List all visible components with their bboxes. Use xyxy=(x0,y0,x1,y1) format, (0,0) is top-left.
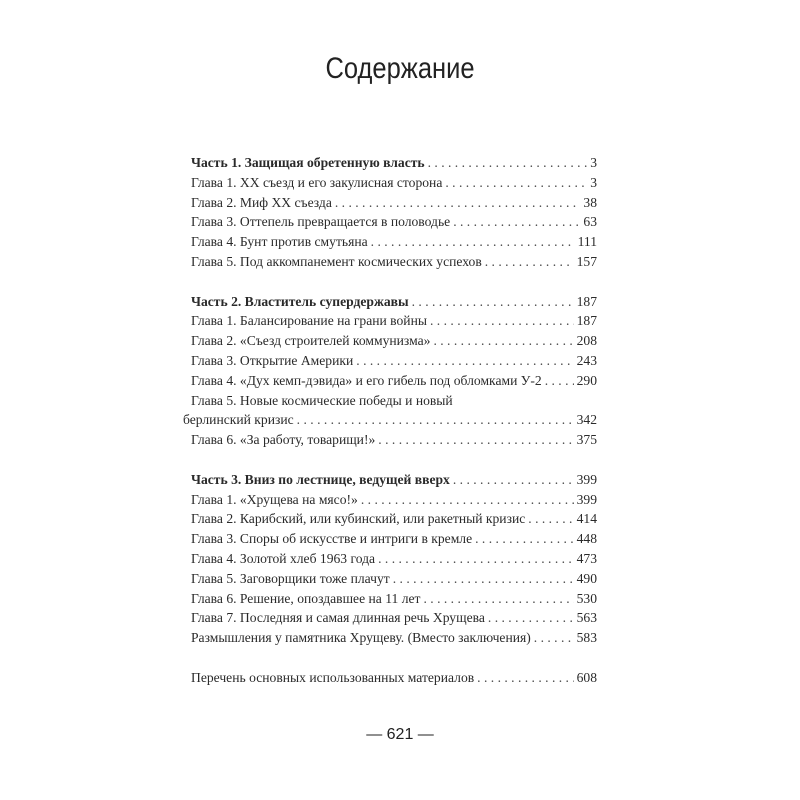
dot-leader xyxy=(297,410,574,430)
dot-leader xyxy=(433,331,573,351)
entry-page: 399 xyxy=(576,491,597,507)
entry-title: Глава 3. Открытие Америки xyxy=(191,352,354,368)
entry-page: 342 xyxy=(576,412,597,428)
entry-title: Глава 4. Золотой хлеб 1963 года xyxy=(191,550,376,566)
entry-title: Глава 5. Под аккомпанемент космических успехов xyxy=(191,253,482,269)
toc-chapter-entry[interactable] xyxy=(191,351,597,371)
dot-leader xyxy=(412,292,574,312)
toc-chapter-entry[interactable] xyxy=(191,509,597,529)
entry-title: Глава 2. Карибский, или кубинский, или ракетный кризис xyxy=(191,511,526,527)
table-of-contents xyxy=(183,153,597,688)
toc-chapter-entry[interactable] xyxy=(191,490,597,510)
entry-page: 290 xyxy=(576,372,597,388)
dot-leader xyxy=(475,529,573,549)
entry-title: Размышления у памятника Хрущеву. (Вместо заключения) xyxy=(191,630,531,646)
entry-title: Глава 6. «За работу, товарищи!» xyxy=(191,432,376,448)
entry-page: 63 xyxy=(583,214,597,230)
entry-title: Глава 1. «Хрущева на мясо!» xyxy=(191,491,358,507)
page-title: Содержание xyxy=(325,52,475,85)
toc-chapter-entry[interactable] xyxy=(191,173,597,193)
dot-leader xyxy=(445,173,587,193)
entry-page: 563 xyxy=(576,610,597,626)
toc-chapter-entry[interactable] xyxy=(191,311,597,331)
entry-page: 375 xyxy=(576,432,597,448)
entry-title: Глава 7. Последняя и самая длинная речь Хрущева xyxy=(191,610,485,626)
entry-title: Перечень основных использованных материалов xyxy=(191,669,475,685)
toc-chapter-entry[interactable] xyxy=(191,529,597,549)
dot-leader xyxy=(453,212,580,232)
entry-title: Глава 5. Заговорщики тоже плачут xyxy=(191,570,390,586)
toc-chapter-entry[interactable] xyxy=(191,371,597,391)
entry-page: 490 xyxy=(576,570,597,586)
entry-page: 157 xyxy=(576,253,597,269)
entry-page: 414 xyxy=(576,511,597,527)
toc-chapter-entry[interactable] xyxy=(191,569,597,589)
entry-page: 473 xyxy=(576,550,597,566)
toc-chapter-entry[interactable] xyxy=(191,391,597,411)
toc-chapter-entry[interactable] xyxy=(191,430,597,450)
dot-leader xyxy=(356,351,573,371)
spacer xyxy=(191,272,597,292)
entry-title: Глава 1. XX съезд и его закулисная сторона xyxy=(191,174,443,190)
entry-title: Глава 2. «Съезд строителей коммунизма» xyxy=(191,333,431,349)
entry-page: 208 xyxy=(576,333,597,349)
dot-leader xyxy=(335,193,581,213)
dot-leader xyxy=(423,589,573,609)
entry-title: Часть 3. Вниз по лестнице, ведущей вверх xyxy=(191,471,450,487)
page-number: — 621 — xyxy=(366,726,434,743)
entry-page: 3 xyxy=(590,174,597,190)
dot-leader xyxy=(378,549,574,569)
entry-title: Глава 3. Споры об искусстве и интриги в кремле xyxy=(191,531,473,547)
entry-title: Глава 6. Решение, опоздавшее на 11 лет xyxy=(191,590,421,606)
entry-title: Глава 3. Оттепель превращается в половодье xyxy=(191,214,451,230)
toc-chapter-entry-continuation[interactable] xyxy=(183,410,597,430)
toc-chapter-entry[interactable] xyxy=(191,193,597,213)
dot-leader xyxy=(393,569,574,589)
dot-leader xyxy=(371,232,575,252)
dot-leader xyxy=(528,509,573,529)
toc-part-heading[interactable] xyxy=(191,470,597,490)
entry-page: 399 xyxy=(576,471,597,487)
toc-chapter-entry[interactable] xyxy=(191,331,597,351)
entry-page: 111 xyxy=(577,234,597,250)
toc-chapter-entry[interactable] xyxy=(191,628,597,648)
entry-page: 530 xyxy=(576,590,597,606)
spacer xyxy=(191,450,597,470)
dot-leader xyxy=(453,470,574,490)
dot-leader xyxy=(488,608,574,628)
dot-leader xyxy=(361,490,574,510)
entry-title: Часть 2. Властитель супердержавы xyxy=(191,293,409,309)
entry-title: Глава 4. Бунт против смутьяна xyxy=(191,234,368,250)
entry-page: 608 xyxy=(576,669,597,685)
entry-title: Глава 1. Балансирование на грани войны xyxy=(191,313,427,329)
entry-page: 187 xyxy=(576,313,597,329)
dot-leader xyxy=(378,430,573,450)
dot-leader xyxy=(485,252,574,272)
entry-page: 583 xyxy=(576,630,597,646)
entry-page: 448 xyxy=(576,531,597,547)
entry-title: Часть 1. Защищая обретенную власть xyxy=(191,155,425,170)
toc-chapter-entry[interactable] xyxy=(191,212,597,232)
dot-leader xyxy=(430,311,574,331)
toc-chapter-entry[interactable] xyxy=(191,252,597,272)
toc-chapter-entry[interactable] xyxy=(191,608,597,628)
toc-chapter-entry[interactable] xyxy=(191,232,597,252)
toc-part-heading[interactable] xyxy=(191,153,597,173)
entry-page: 3 xyxy=(590,155,597,170)
entry-page: 187 xyxy=(576,293,597,309)
entry-title: Глава 5. Новые космические победы и новый xyxy=(191,392,453,408)
dot-leader xyxy=(545,371,574,391)
entry-title: Глава 2. Миф XX съезда xyxy=(191,194,332,210)
toc-chapter-entry[interactable] xyxy=(191,589,597,609)
entry-page: 38 xyxy=(583,194,597,210)
toc-appendix-entry[interactable] xyxy=(191,668,597,688)
entry-title: берлинский кризис xyxy=(183,412,294,428)
dot-leader xyxy=(477,668,573,688)
dot-leader xyxy=(428,153,588,173)
entry-title: Глава 4. «Дух кемп-дэвида» и его гибель под обломками У-2 xyxy=(191,372,542,388)
entry-page: 243 xyxy=(576,352,597,368)
toc-part-heading[interactable] xyxy=(191,292,597,312)
spacer xyxy=(191,648,597,668)
dot-leader xyxy=(534,628,574,648)
toc-chapter-entry[interactable] xyxy=(191,549,597,569)
